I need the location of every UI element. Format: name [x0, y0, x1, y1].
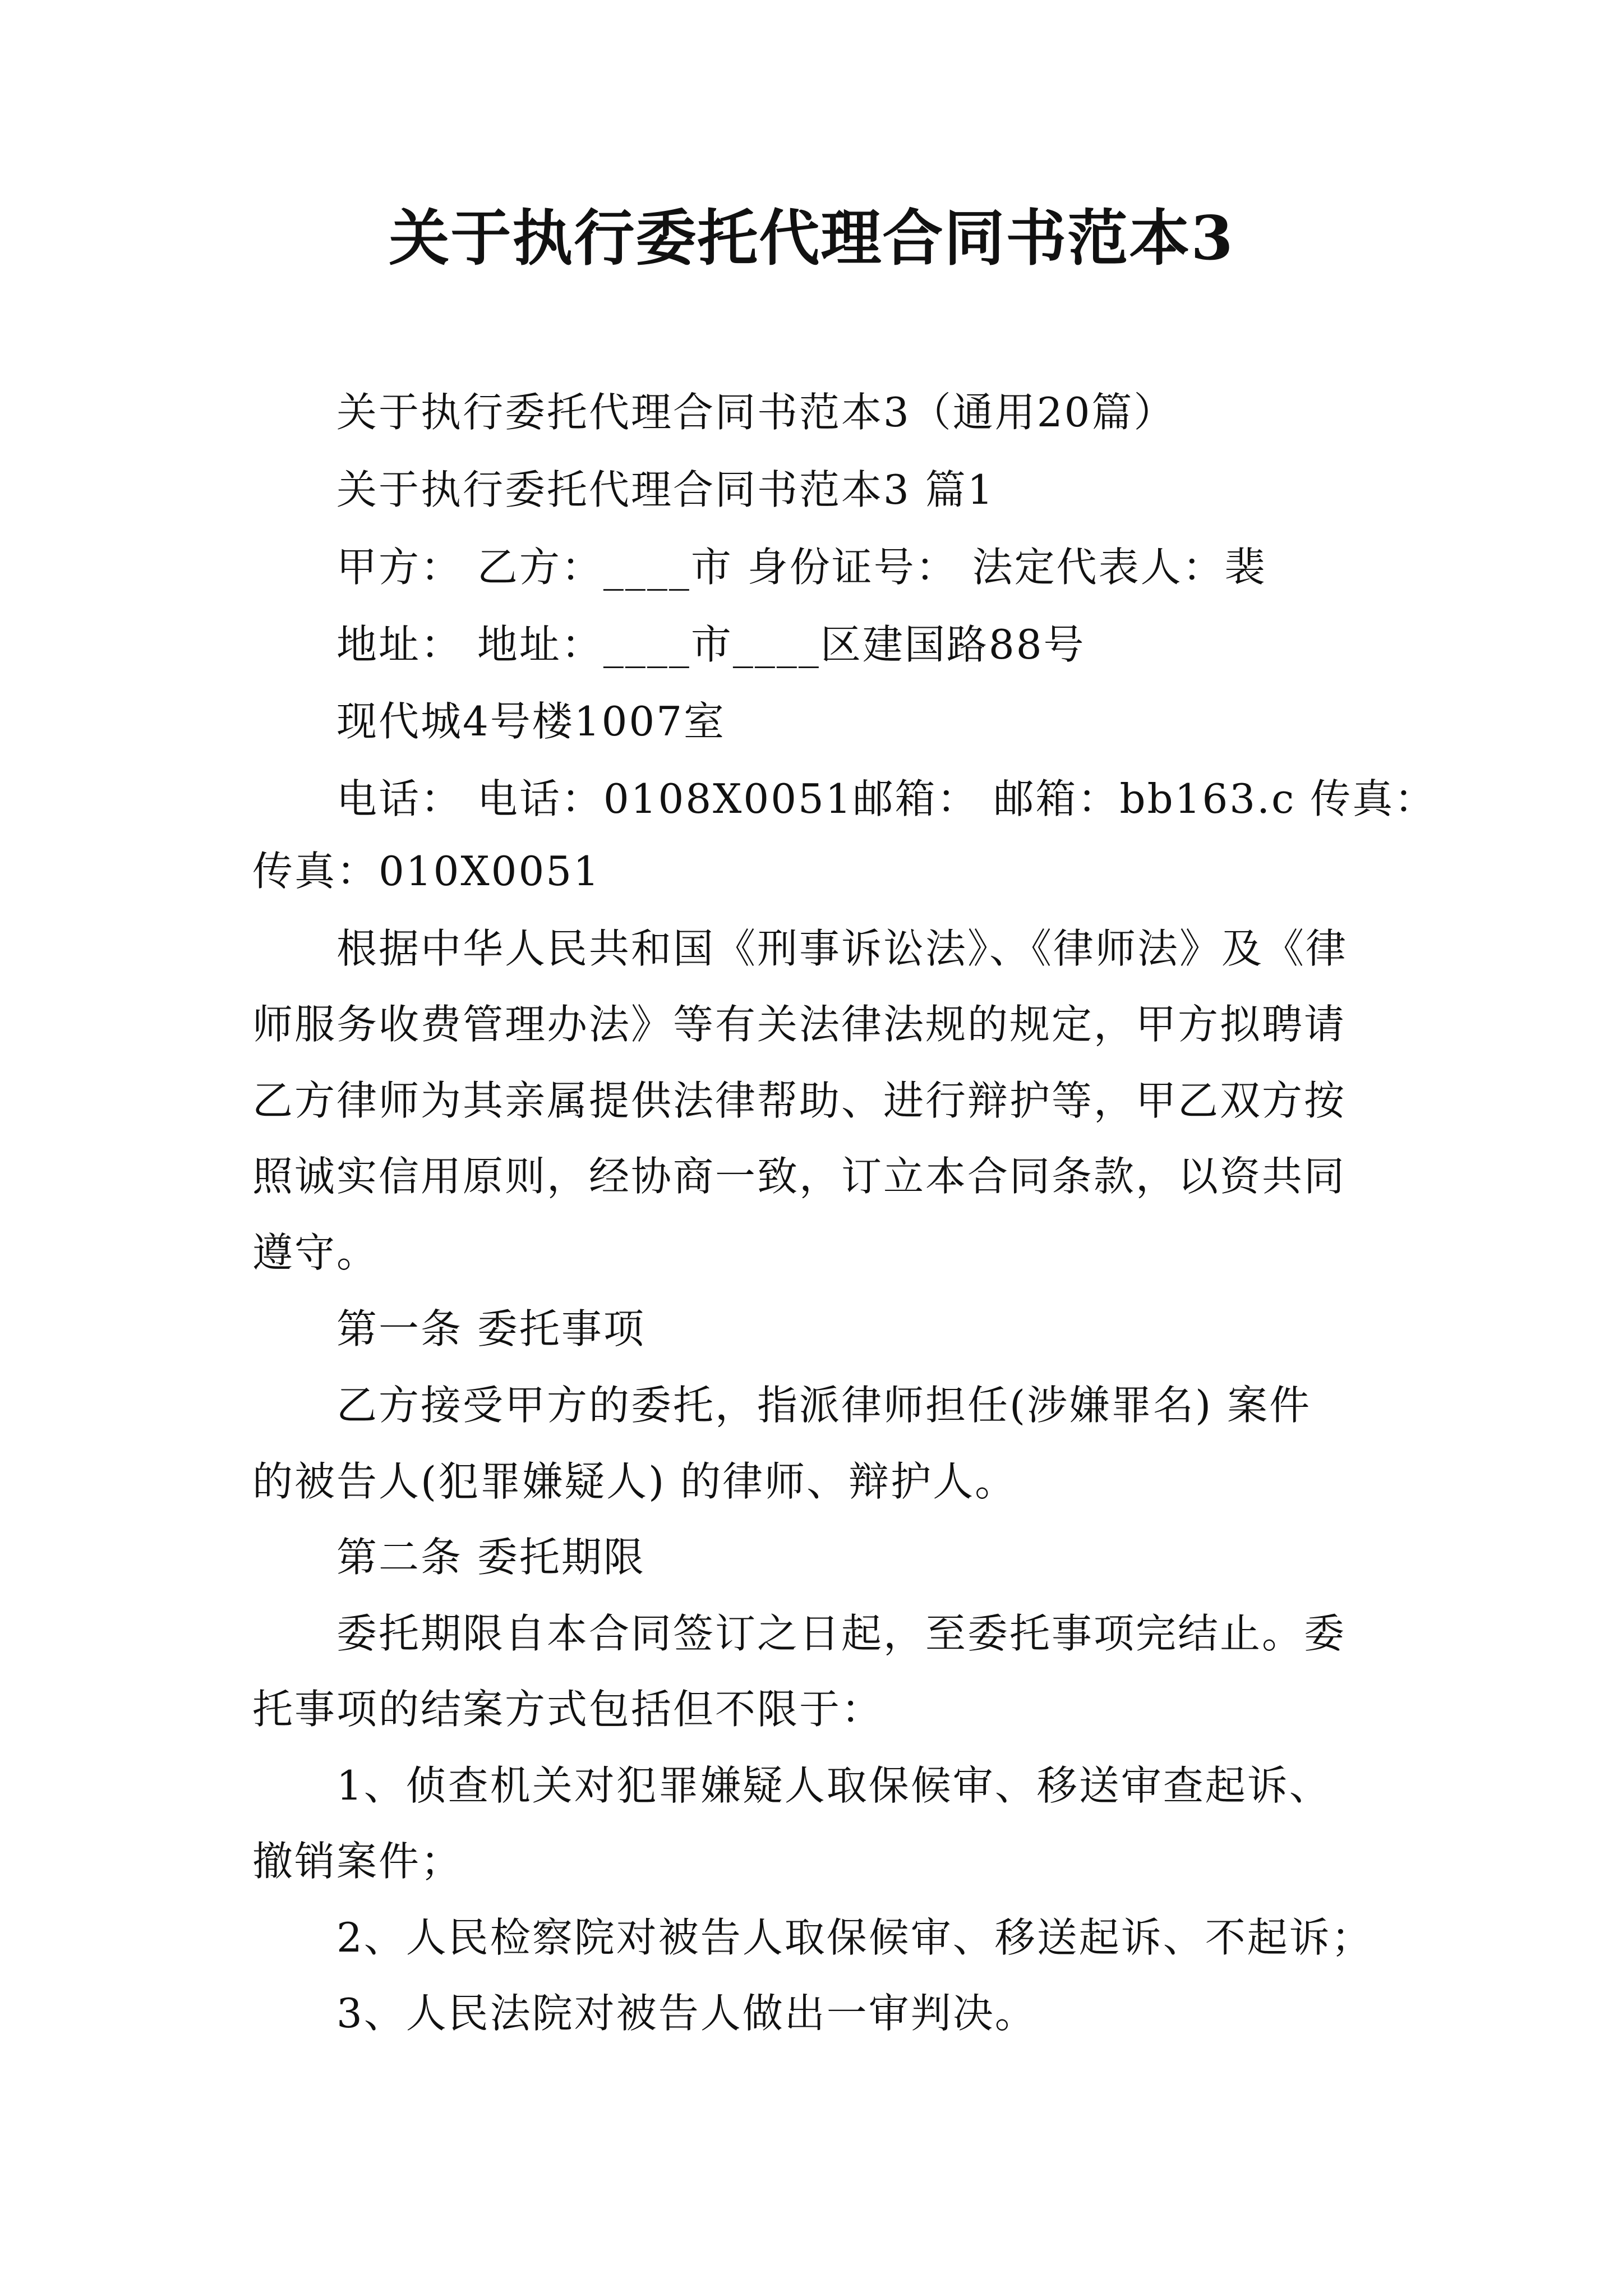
- paragraph-line: 照诚实信用原则，经协商一致，订立本合同条款，以资共同: [252, 1153, 1347, 1200]
- paragraph-line: 委托期限自本合同签订之日起，至委托事项完结止。委: [336, 1610, 1347, 1657]
- list-item-cont: 撤销案件；: [252, 1838, 463, 1885]
- list-item: 1、侦查机关对犯罪嫌疑人取保候审、移送审查起诉、: [336, 1762, 1331, 1809]
- list-item: 3、人民法院对被告人做出一审判决。: [336, 1990, 1037, 2037]
- party-line: 甲方： 乙方：____市 身份证号： 法定代表人：裴: [336, 544, 1267, 591]
- contact-line: 电话： 电话：0108X0051邮箱： 邮箱：bb163.c 传真：: [336, 775, 1437, 822]
- paragraph-line: 师服务收费管理办法》等有关法律法规的规定，甲方拟聘请: [252, 1001, 1347, 1048]
- article-heading: 第二条 委托期限: [336, 1534, 645, 1581]
- paragraph-line: 的被告人(犯罪嫌疑人) 的律师、辩护人。: [252, 1458, 1017, 1505]
- list-item: 2、人民检察院对被告人取保候审、移送起诉、不起诉；: [336, 1914, 1373, 1961]
- document-title: 关于执行委托代理合同书范本3: [389, 203, 1234, 274]
- subtitle-line: 关于执行委托代理合同书范本3（通用20篇）: [336, 389, 1176, 436]
- paragraph-line: 托事项的结案方式包括但不限于：: [252, 1686, 884, 1733]
- contact-line-cont: 传真：010X0051: [252, 848, 601, 895]
- paragraph-line: 遵守。: [252, 1229, 379, 1276]
- paragraph-line: 根据中华人民共和国《刑事诉讼法》、《律师法》及《律: [336, 925, 1348, 972]
- address-line: 地址： 地址：____市____区建国路88号: [336, 621, 1086, 668]
- paragraph-line: 乙方律师为其亲属提供法律帮助、进行辩护等，甲乙双方按: [252, 1077, 1347, 1124]
- paragraph-line: 乙方接受甲方的委托，指派律师担任(涉嫌罪名) 案件: [336, 1382, 1312, 1429]
- article-heading: 第一条 委托事项: [336, 1305, 645, 1352]
- section-heading: 关于执行委托代理合同书范本3 篇1: [336, 466, 995, 513]
- address-line-cont: 现代城4号楼1007室: [336, 698, 726, 745]
